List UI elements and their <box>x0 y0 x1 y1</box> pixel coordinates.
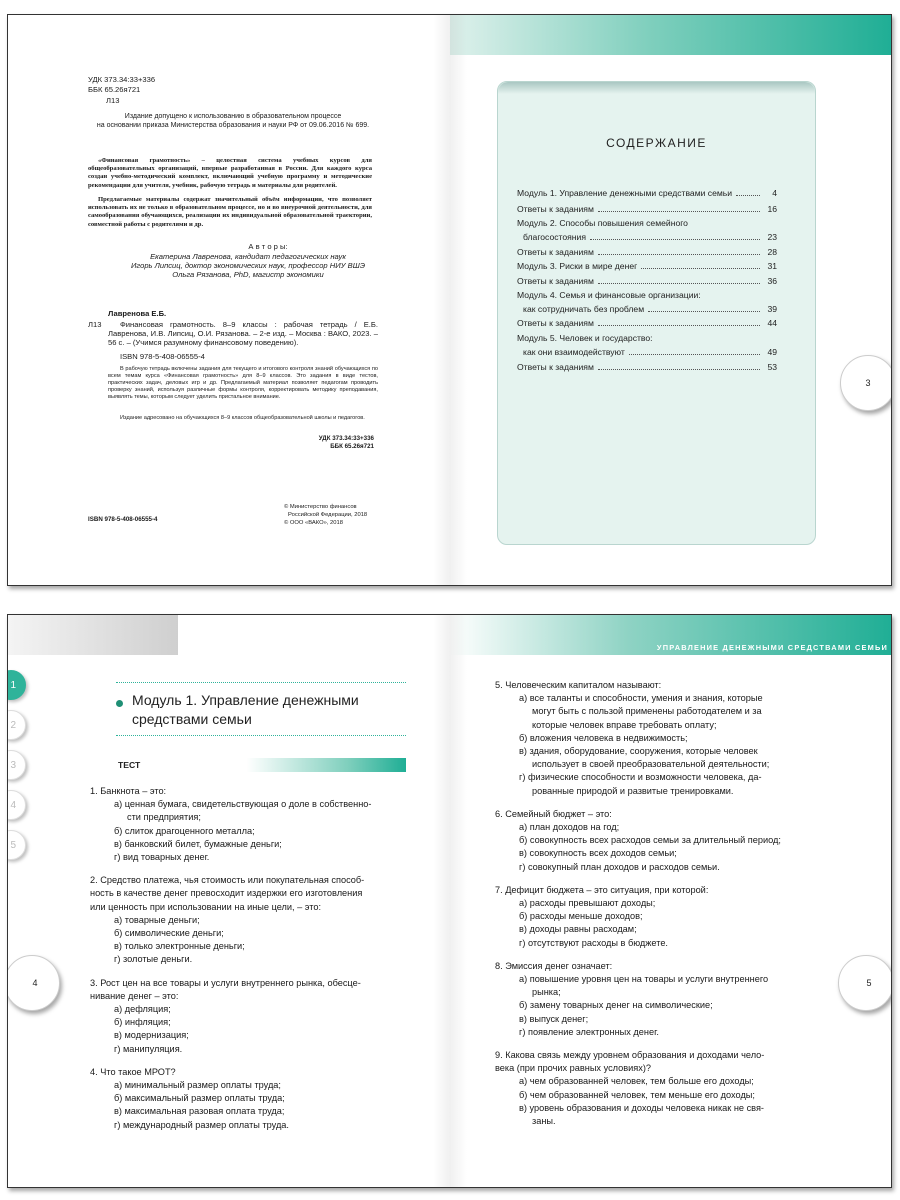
toc-entry <box>517 304 777 315</box>
toc-entry-page: 36 <box>767 276 777 286</box>
module-bullet-icon <box>116 700 123 707</box>
udk-line: УДК 373.34:33+336 <box>88 75 156 84</box>
left-header-band <box>8 615 178 655</box>
toc-entry <box>517 347 777 358</box>
toc-entry-text: Модуль 3. Риски в мире денег <box>517 261 638 271</box>
toc-entry-page: 31 <box>767 261 777 271</box>
question-4 <box>90 1066 420 1132</box>
question-3 <box>90 977 420 1056</box>
authors-heading: А в т о р ы: <box>248 242 288 251</box>
toc-entry-page: 49 <box>767 347 777 357</box>
author-1: Екатерина Лавренова, кандидат педагогических наук <box>150 252 346 261</box>
page-number-3: 3 <box>840 355 892 411</box>
page-number-4: 4 <box>7 955 60 1011</box>
toc-entry <box>517 362 777 373</box>
toc-entry-text: Ответы к заданиям <box>517 276 594 286</box>
toc-entry <box>517 290 777 301</box>
answer-option[interactable]: в) только электронные деньги; <box>114 941 245 952</box>
title-rule-top <box>116 682 406 683</box>
question-2 <box>90 874 420 966</box>
toc-entry-page: 44 <box>767 318 777 328</box>
toc-entry-text: как сотрудничать без проблем <box>523 304 645 314</box>
toc-entry <box>517 218 777 229</box>
answer-option[interactable]: б) максимальный размер оплаты труда; <box>114 1093 285 1104</box>
answer-option[interactable]: а) повышение уровня цен на товары и услуги внутреннего <box>519 974 769 984</box>
question-text: 2. Средство платежа, чья стоимость или покупательная способ- <box>90 875 365 886</box>
question-text: 3. Рост цен на все товары и услуги внутреннего рынка, обесце- <box>90 977 361 988</box>
answer-option[interactable]: г) отсутствуют расходы в бюджете. <box>519 937 668 948</box>
copyright-2: Российской Федерации, 2018 <box>288 512 368 518</box>
toc-entry <box>517 204 777 215</box>
question-text: 8. Эмиссия денег означает: <box>495 960 613 971</box>
answer-option[interactable]: рованные природой и развитые тренировками. <box>532 785 734 796</box>
answer-option[interactable]: а) минимальный размер оплаты труда; <box>114 1080 281 1090</box>
copyright-1: © Министерство финансов <box>284 504 357 510</box>
question-5 <box>495 679 835 798</box>
question-8 <box>495 960 835 1039</box>
module-tab-2[interactable]: 2 <box>7 710 26 740</box>
toc-entry-page: 16 <box>767 204 777 214</box>
question-text: 4. Что такое МРОТ? <box>90 1066 176 1077</box>
answer-option[interactable]: в) уровень образования и доходы человека никак не свя- <box>519 1102 764 1113</box>
module-tab-4[interactable]: 4 <box>7 790 26 820</box>
book-spread-module-1 <box>7 614 892 1188</box>
answer-option[interactable]: могут быть с пользой применены работодателем и за <box>532 706 762 717</box>
gutter-shadow <box>433 15 467 586</box>
isbn-bottom: ISBN 978-5-408-06555-4 <box>88 516 158 523</box>
answer-option[interactable]: г) вид товарных денег. <box>114 852 210 863</box>
header-band <box>450 15 892 55</box>
question-text: века (при прочих равных условиях)? <box>495 1063 651 1074</box>
bbk-line: ББК 65.26я721 <box>88 85 141 94</box>
answer-option[interactable]: г) золотые деньги. <box>114 954 193 965</box>
answer-option[interactable]: а) все таланты и способности, умения и знания, которые <box>519 693 763 704</box>
question-text: 9. Какова связь между уровнем образования и доходами чело- <box>495 1050 765 1060</box>
answer-option[interactable]: в) модернизация; <box>114 1030 189 1041</box>
toc-leader-dots <box>598 369 760 370</box>
answer-option[interactable]: б) чем образованней человек, тем меньше его доходы; <box>519 1089 755 1100</box>
question-9 <box>495 1049 835 1128</box>
code-line: Л13 <box>106 96 120 105</box>
answer-option[interactable]: а) товарные деньги; <box>114 914 200 925</box>
answer-option[interactable]: б) вложения человека в недвижимость; <box>519 732 688 743</box>
toc-leader-dots <box>648 311 760 312</box>
toc-entry-text: Модуль 5. Человек и государство: <box>517 333 653 343</box>
toc-leader-dots <box>736 195 760 196</box>
question-6 <box>495 808 835 874</box>
toc-entry-page: 39 <box>767 304 777 314</box>
question-text: 1. Банкнота – это: <box>90 786 167 796</box>
answer-option[interactable]: а) ценная бумага, свидетельствующая о доле в собственно- <box>114 799 372 810</box>
book-spread-front-matter <box>7 14 892 586</box>
author-3: Ольга Рязанова, PhD, магистр экономики <box>172 270 324 279</box>
biblio-record: Финансовая грамотность. 8–9 классы : рабочая тетрадь / Е.Б. Лавренова, И.В. Липсиц, О.И. Рязанова. – 2-е изд. – Москва : ВАКО, 2023. – 56 с. – (Учимся разумному финансовому поведению). <box>108 320 378 348</box>
question-text: ность в качестве денег превосходит издержки его изготовления <box>90 888 363 899</box>
toc-leader-dots <box>598 211 760 212</box>
question-text: 7. Дефицит бюджета – это ситуация, при которой: <box>495 884 709 895</box>
answer-option[interactable]: в) банковский билет, бумажные деньги; <box>114 838 282 849</box>
toc-entry <box>517 276 777 287</box>
toc-entry-text: Ответы к заданиям <box>517 362 594 372</box>
isbn-line: ISBN 978-5-408-06555-4 <box>120 352 205 361</box>
answer-option[interactable]: использует в своей преобразовательной деятельности; <box>532 759 770 770</box>
page-number-5: 5 <box>838 955 892 1011</box>
title-rule-bottom <box>116 735 406 736</box>
toc-leader-dots <box>590 239 760 240</box>
answer-option[interactable]: б) символические деньги; <box>114 928 224 938</box>
toc-entry-page: 53 <box>767 362 777 372</box>
toc-entry-text: Ответы к заданиям <box>517 318 594 328</box>
question-text: 5. Человеческим капиталом называют: <box>495 680 662 690</box>
toc-entry <box>517 247 777 258</box>
answer-option[interactable]: б) замену товарных денег на символические; <box>519 1000 713 1011</box>
answer-option[interactable]: в) максимальная разовая оплата труда; <box>114 1106 285 1117</box>
answer-option[interactable]: г) появление электронных денег. <box>519 1026 659 1037</box>
module-tab-3[interactable]: 3 <box>7 750 26 780</box>
copyright-3: © ООО «ВАКО», 2018 <box>284 520 343 526</box>
answer-option[interactable]: б) слиток драгоценного металла; <box>114 825 255 836</box>
author-2: Игорь Липсиц, доктор экономических наук, профессор НИУ ВШЭ <box>131 261 365 270</box>
toc-leader-dots <box>641 268 760 269</box>
toc-entry-text: Ответы к заданиям <box>517 204 594 214</box>
toc-entry-page: 4 <box>772 188 777 198</box>
answer-option[interactable]: а) план доходов на год; <box>519 822 620 832</box>
toc-leader-dots <box>598 325 760 326</box>
module-title-line-1: Модуль 1. Управление денежными <box>132 692 359 708</box>
answer-option[interactable]: г) международный размер оплаты труда. <box>114 1119 289 1130</box>
module-tab-1[interactable]: 1 <box>7 670 26 700</box>
toc-entry <box>517 232 777 243</box>
test-bar <box>116 758 406 772</box>
annotation-paragraph-1: В рабочую тетрадь включены задания для текущего и итогового контроля знаний обучающихся по всем темам курса «Финансовая грамотность» для 8–9 классов. Это задания в виде тестов, практических задач, деловых игр и др. Предлагаемый материал позволяет педагогам проводить проверку знаний, используя различные формы контроля, корректировать методику преподавания, выявлять темы, которым следует уделить пристальное внимание. <box>108 366 378 401</box>
toc-entry <box>517 261 777 272</box>
description-paragraph-2: Предлагаемые материалы содержат значительный объём информации, что позволяет использовать их не только в образовательном процессе, но и во внеурочной деятельности, для самообразования обучающихся, реализации их индивидуальной образовательной траектории, совместной работы с родителями и др. <box>88 196 372 228</box>
question-text: нивание денег – это: <box>90 990 179 1001</box>
answer-option[interactable]: которые человек вправе требовать оплату; <box>532 719 717 730</box>
toc-entry-text: как они взаимодействуют <box>523 347 625 357</box>
module-tab-5[interactable]: 5 <box>7 830 26 860</box>
gutter-shadow <box>433 615 467 1188</box>
answer-option[interactable]: в) совокупность всех доходов семьи; <box>519 848 677 859</box>
biblio-code: Л13 <box>88 320 102 329</box>
toc-title: СОДЕРЖАНИЕ <box>606 136 707 150</box>
answer-option[interactable]: а) расходы превышают доходы; <box>519 898 656 908</box>
toc-entry <box>517 188 777 199</box>
description-paragraph-1: «Финансовая грамотность» – целостная система учебных курсов для общеобразовательных организаций, впервые разработанная в России. Для каждого курса создан учебно-методический комплект, включающий учебную программу и методические рекомендации для учителя, учебник, рабочую тетрадь и материалы для родителей. <box>88 157 372 189</box>
toc-entry <box>517 318 777 329</box>
toc-leader-dots <box>598 283 760 284</box>
toc-entry-text: благосостояния <box>523 232 586 242</box>
approval-line-1: Издание допущено к использованию в образовательном процессе <box>124 113 342 120</box>
toc-leader-dots <box>598 254 760 255</box>
answer-option[interactable]: б) совокупность всех расходов семьи за длительный период; <box>519 835 781 846</box>
answer-option[interactable]: б) инфляция; <box>114 1017 171 1028</box>
toc-entry-text: Модуль 2. Способы повышения семейного <box>517 218 688 228</box>
annotation-paragraph-2: Издание адресовано на обучающихся 8–9 классов общеобразовательной школы и педагогов. <box>120 415 365 421</box>
toc-entry-page: 28 <box>767 247 777 257</box>
answer-option[interactable]: сти предприятия; <box>127 812 201 823</box>
question-text: 6. Семейный бюджет – это: <box>495 808 612 819</box>
toc-leader-dots <box>629 354 760 355</box>
module-title-line-2: средствами семьи <box>132 711 252 727</box>
answer-option[interactable]: а) дефляция; <box>114 1004 171 1014</box>
answer-option[interactable]: б) расходы меньше доходов; <box>519 911 643 922</box>
answer-option[interactable]: г) совокупный план доходов и расходов семьи. <box>519 861 720 872</box>
answer-option[interactable]: г) манипуляция. <box>114 1043 183 1054</box>
answer-option[interactable]: в) выпуск денег; <box>519 1013 589 1024</box>
header-title: УПРАВЛЕНИЕ ДЕНЕЖНЫМИ СРЕДСТВАМИ СЕМЬИ <box>656 643 888 652</box>
answer-option[interactable]: а) чем образованней человек, тем больше его доходы; <box>519 1076 754 1087</box>
toc-entry-text: Модуль 1. Управление денежными средствами семьи <box>517 188 733 198</box>
approval-line-2: на основании приказа Министерства образования и науки РФ от 09.06.2016 № 699. <box>96 122 370 129</box>
toc-entry-text: Модуль 4. Семья и финансовые организации: <box>517 290 701 300</box>
question-7 <box>495 884 835 950</box>
answer-option[interactable]: заны. <box>532 1116 556 1127</box>
toc-entry-page: 23 <box>767 232 777 242</box>
answer-option[interactable]: в) доходы равны расходам; <box>519 924 637 935</box>
toc-entry <box>517 333 777 344</box>
main-author: Лавренова Е.Б. <box>108 309 167 318</box>
bbk-bottom: ББК 65.26я721 <box>330 443 374 450</box>
answer-option[interactable]: рынка; <box>532 987 561 998</box>
answer-option[interactable]: в) здания, оборудование, сооружения, которые человек <box>519 746 758 757</box>
udk-bottom: УДК 373.34:33+336 <box>318 435 374 442</box>
answer-option[interactable]: г) физические способности и возможности человека, да- <box>519 772 762 783</box>
test-label: ТЕСТ <box>118 760 141 770</box>
question-text: или ценность при использовании на иные цели, – это: <box>90 901 322 912</box>
question-1 <box>90 785 420 864</box>
toc-entry-text: Ответы к заданиям <box>517 247 594 257</box>
